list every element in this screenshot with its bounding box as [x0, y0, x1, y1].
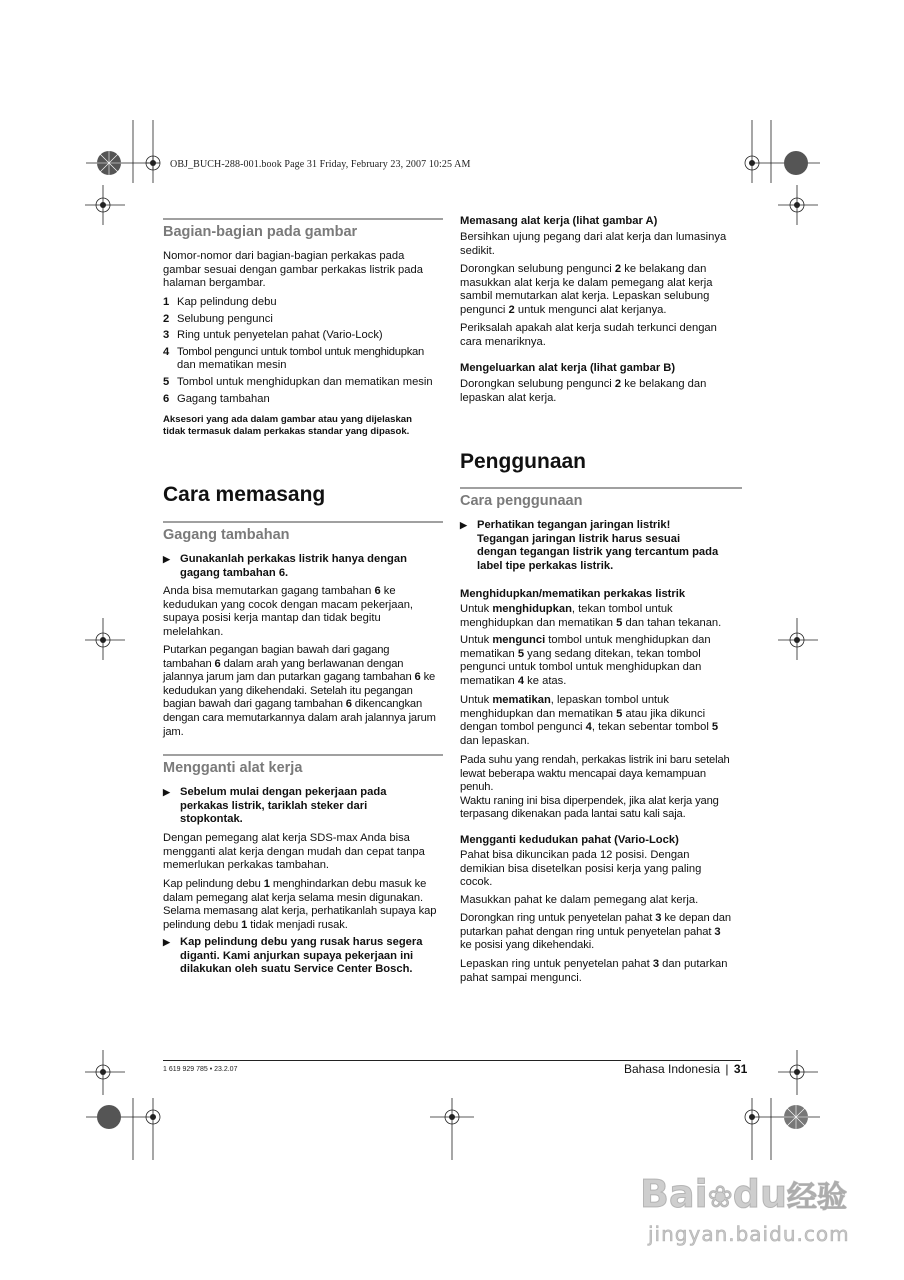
footer-language: Bahasa Indonesia	[624, 1062, 721, 1076]
onoff-paragraph-1: Untuk menghidupkan, tekan tombol untuk menghidupkan dan mematikan 5 dan tahan tekanan.	[460, 603, 722, 629]
handle-heading: Gagang tambahan	[163, 521, 443, 544]
tool-warning: ▶ Sebelum mulai dengan pekerjaan pada perkakas listrik, tariklah steker dari stopkontak.	[163, 786, 387, 826]
file-info-header: OBJ_BUCH-288-001.book Page 31 Friday, February 23, 2007 10:25 AM	[170, 159, 471, 170]
assembly-title: Cara memasang	[163, 483, 326, 506]
baidu-watermark	[640, 1162, 870, 1262]
list-item: 6 Gagang tambahan	[163, 392, 270, 405]
list-item: 5 Tombol untuk menghidupkan dan mematikan mesin	[163, 375, 433, 388]
onoff-heading: Menghidupkan/mematikan perkakas listrik	[460, 588, 686, 600]
voltage-warning: ▶ Perhatikan tegangan jaringan listrik! Tegangan jaringan listrik harus sesuai dengan tegangan listrik yang tercantum pada label tipe perkakas listrik.	[460, 519, 719, 572]
page-number: 31	[733, 1062, 748, 1076]
handle-warning: ▶ Gunakanlah perkakas listrik hanya dengan gagang tambahan 6.	[163, 553, 407, 579]
tool-paragraph-2: Kap pelindung debu 1 menghindarkan debu masuk ke dalam pemegang alat kerja selama mesin digunakan. Selama memasang alat kerja, perhatikanlah supaya kap pelindung debu 1 tidak menjadi rusak.	[163, 878, 437, 931]
list-item: 3 Ring untuk penyetelan pahat (Vario-Lock)	[163, 329, 383, 342]
insert-paragraph-1: Bersihkan ujung pegang dari alat kerja dan lumasinya sedikit.	[460, 231, 727, 257]
insert-tool-heading: Memasang alat kerja (lihat gambar A)	[460, 215, 658, 227]
list-item: 4 Tombol pengunci untuk tombol untuk menghidupkan dan mematikan mesin	[163, 345, 424, 372]
bullet-triangle-icon: ▶	[163, 787, 170, 797]
chisel-paragraph-1: Pahat bisa dikuncikan pada 12 posisi. Dengan demikian bisa disetelkan posisi kerja yang paling cocok.	[460, 849, 702, 889]
tool-paragraph-1: Dengan pemegang alat kerja SDS-max Anda bisa mengganti alat kerja dengan mudah dan cepat tanpa memerlukan perkakas tambahan.	[163, 832, 425, 872]
handle-paragraph-2: Putarkan pegangan bagian bawah dari gagang tambahan 6 dalam arah yang berlawanan dengan jalannya jarum jam dan putarkan gagang tambahan 6 ke kedudukan yang dikehendaki. Setelah itu pegangan bagian bawah dari gagang tambahan 6 dikencangkan dengan cara memutarkannya dalam arah jalannya jarum jam.	[163, 644, 436, 738]
bullet-triangle-icon: ▶	[163, 937, 170, 947]
accessory-note: Aksesori yang ada dalam gambar atau yang dijelaskan tidak termasuk dalam perkakas standar yang dipasok.	[163, 414, 413, 437]
bullet-triangle-icon: ▶	[460, 520, 467, 530]
tool-change-heading: Mengganti alat kerja	[163, 754, 443, 777]
operation-heading: Cara penggunaan	[460, 487, 742, 510]
parts-intro: Nomor-nomor dari bagian-bagian perkakas pada gambar sesuai dengan gambar perkakas listrik pada halaman bergambar.	[163, 250, 423, 290]
footer-code: 1 619 929 785 • 23.2.07	[163, 1066, 238, 1073]
list-item: 2 Selubung pengunci	[163, 312, 273, 325]
remove-paragraph: Dorongkan selubung pengunci 2 ke belakang dan lepaskan alat kerja.	[460, 378, 707, 404]
insert-paragraph-3: Periksalah apakah alat kerja sudah terkunci dengan cara menariknya.	[460, 322, 717, 348]
chisel-paragraph-4: Lepaskan ring untuk penyetelan pahat 3 dan putarkan pahat sampai mengunci.	[460, 958, 728, 984]
onoff-paragraph-3: Untuk mematikan, lepaskan tombol untuk menghidupkan dan mematikan 5 atau jika dikunci dengan tombol pengunci 4, tekan sebentar tombol 5 dan lepaskan.	[460, 694, 719, 747]
watermark-url: jingyan.baidu.com	[648, 1222, 850, 1246]
bullet-triangle-icon: ▶	[163, 554, 170, 564]
onoff-paragraph-2: Untuk mengunci tombol untuk menghidupkan dan mematikan 5 yang sedang ditekan, tekan tombol pengunci untuk tombol untuk menghidupkan dan mematikan 4 ke atas.	[460, 634, 711, 687]
chisel-heading: Mengganti kedudukan pahat (Vario-Lock)	[460, 834, 679, 846]
parts-list	[163, 296, 445, 406]
insert-paragraph-2: Dorongkan selubung pengunci 2 ke belakang dan masukkan alat kerja ke dalam pemegang alat kerja sambil memutarkan alat kerja. Lepaskan selubung pengunci 2 untuk mengunci alat kerjanya.	[460, 263, 713, 316]
onoff-paragraph-4: Pada suhu yang rendah, perkakas listrik ini baru setelah lewat beberapa waktu mencapai daya kemampuan penuh. Waktu raning ini bisa diperpendek, jika alat kerja yang terpasang dikenakan pada lantai satu kali saja.	[460, 754, 730, 821]
operation-title: Penggunaan	[460, 450, 587, 473]
paw-icon: ❀	[707, 1180, 733, 1215]
list-item: 1 Kap pelindung debu	[163, 296, 277, 308]
chisel-paragraph-2: Masukkan pahat ke dalam pemegang alat kerja.	[460, 894, 699, 906]
remove-tool-heading: Mengeluarkan alat kerja (lihat gambar B)	[460, 362, 676, 374]
dust-cap-warning: ▶ Kap pelindung debu yang rusak harus segera diganti. Kami anjurkan supaya pekerjaan ini dilakukan oleh suatu Service Center Bosch.	[163, 936, 423, 976]
handle-paragraph-1: Anda bisa memutarkan gagang tambahan 6 ke kedudukan yang cocok dengan macam pekerjaan, supaya posisi kerja mantap dan tidak begitu melelahkan.	[163, 585, 414, 638]
parts-heading: Bagian-bagian pada gambar	[163, 218, 443, 241]
footer-rule	[163, 1060, 741, 1061]
footer-page-label: Bahasa Indonesia | 31	[624, 1062, 748, 1076]
watermark-logo: Bai❀du经验	[640, 1172, 848, 1216]
chisel-paragraph-3: Dorongkan ring untuk penyetelan pahat 3 ke depan dan putarkan pahat dengan ring untuk penyetelan pahat 3 ke posisi yang dikehendaki.	[460, 912, 731, 952]
